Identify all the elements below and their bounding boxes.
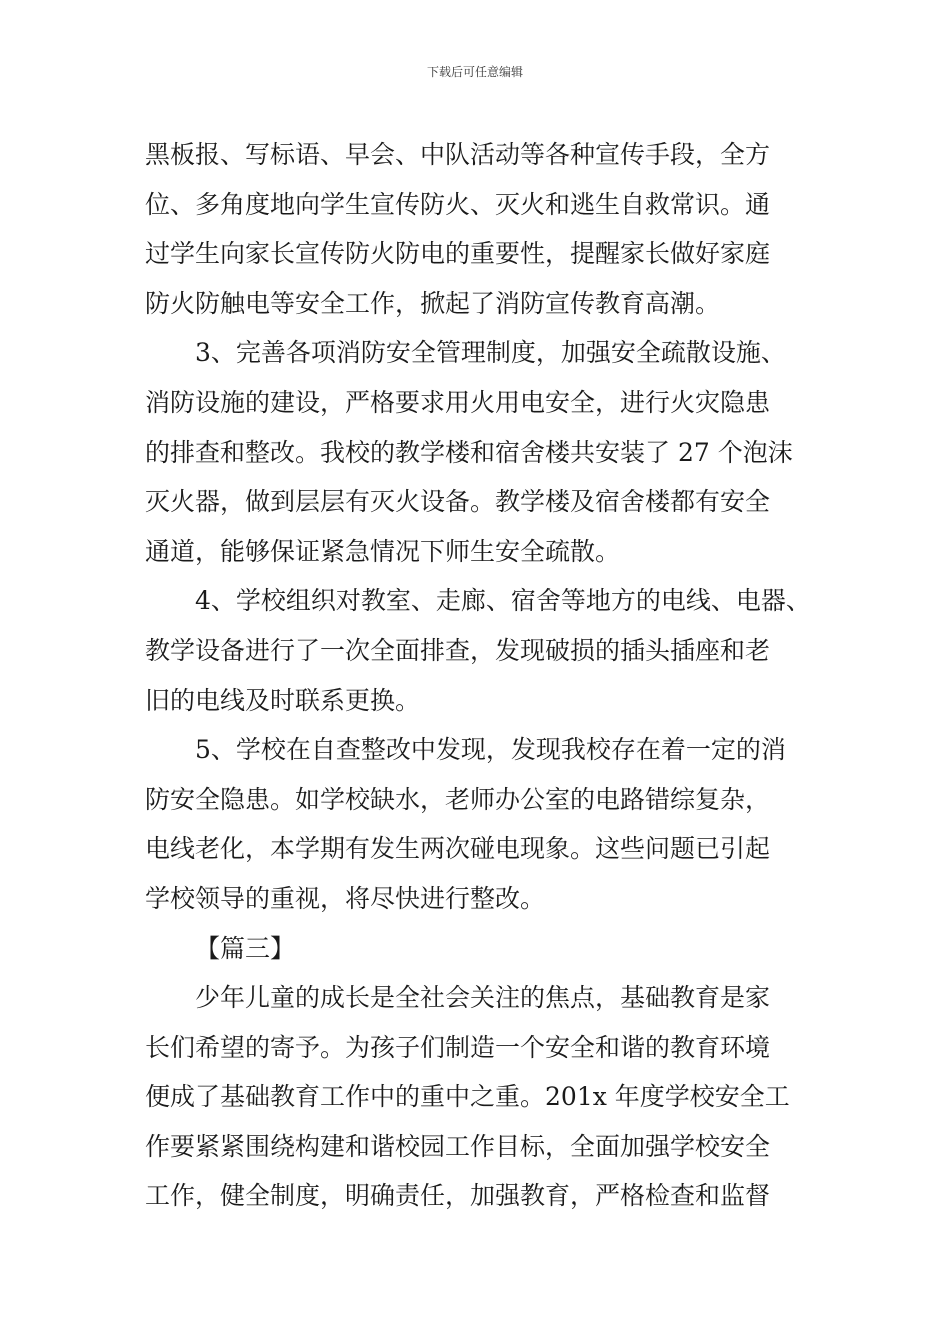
text-line: 通道，能够保证紧急情况下师生安全疏散。 bbox=[145, 536, 621, 566]
text-line: 【篇三】 bbox=[195, 933, 296, 963]
text-line: 作要紧紧围绕构建和谐校园工作目标，全面加强学校安全 bbox=[145, 1131, 771, 1161]
text-line: 5、学校在自查整改中发现，发现我校存在着一定的消 bbox=[195, 735, 786, 765]
text-line: 工作，健全制度，明确责任，加强教育，严格检查和监督 bbox=[145, 1181, 771, 1211]
text-line: 电线老化，本学期有发生两次碰电现象。这些问题已引起 bbox=[145, 834, 771, 864]
text-line: 长们希望的寄予。为孩子们制造一个安全和谐的教育环境 bbox=[145, 1032, 771, 1062]
text-line: 位、多角度地向学生宣传防火、灭火和逃生自救常识。通 bbox=[145, 189, 771, 219]
document-body bbox=[145, 130, 815, 1221]
text-line: 消防设施的建设，严格要求用火用电安全，进行火灾隐患 bbox=[145, 387, 771, 417]
text-line: 旧的电线及时联系更换。 bbox=[145, 685, 421, 715]
text-line: 黑板报、写标语、早会、中队活动等各种宣传手段，全方 bbox=[145, 140, 771, 169]
text-line: 灭火器，做到层层有灭火设备。教学楼及宿舍楼都有安全 bbox=[145, 487, 771, 517]
text-line: 防安全隐患。如学校缺水，老师办公室的电路错综复杂， bbox=[145, 784, 771, 814]
text-line: 防火防触电等安全工作，掀起了消防宣传教育高潮。 bbox=[145, 288, 721, 318]
text-line: 便成了基础教育工作中的重中之重。201x 年度学校安全工 bbox=[145, 1082, 790, 1112]
text-line: 教学设备进行了一次全面排查，发现破损的插头插座和老 bbox=[145, 635, 771, 665]
text-line: 4、学校组织对教室、走廊、宿舍等地方的电线、电器、 bbox=[195, 586, 811, 616]
text-line: 少年儿童的成长是全社会关注的焦点，基础教育是家 bbox=[195, 983, 771, 1013]
text-line: 3、完善各项消防安全管理制度，加强安全疏散设施、 bbox=[195, 338, 786, 368]
text-line: 过学生向家长宣传防火防电的重要性，提醒家长做好家庭 bbox=[145, 239, 771, 269]
text-line: 的排查和整改。我校的教学楼和宿舍楼共安装了 27 个泡沫 bbox=[145, 437, 793, 467]
page-header: 下载后可任意编辑 bbox=[426, 65, 523, 79]
text-line: 学校领导的重视，将尽快进行整改。 bbox=[145, 883, 546, 913]
